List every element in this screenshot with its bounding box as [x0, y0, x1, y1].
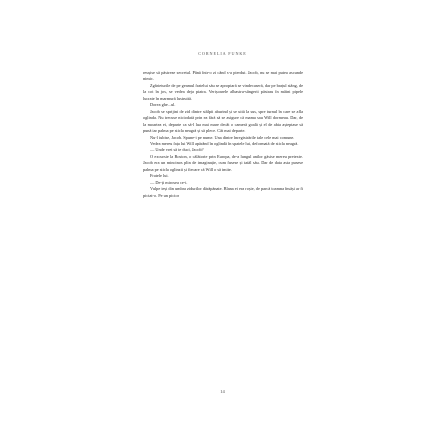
paragraph: O excursie la Boston, o călătorie prin Europa, de-a lungul anilor găsise mereu pretexte. Jacob era un mincinos plin de imaginație, cum fusese și tatăl său. Dar de data asta pusese palma pe sticla oglinzii și fiecare că Will o să imite.	[143, 153, 303, 172]
dialogue-line: — De-ți mirosea ce-i.	[150, 179, 188, 185]
paragraph: Jacob se sprijini de zid dintre stâlpii aburind și se uită la sus, spre turnul în care se afla oglinda. Nu trecuse niciodată prin ea fără să se asigure că mama sau Will dormeau. Dar, de la moartea ei, departe ca să-l lua mai mare decât o cameră goală și el de abia așteptase să pună iar palma pe sticla neagră și să plece. Cât mai departe.	[143, 108, 303, 134]
paragraph: Vulpe ieși din umbra zidurilor dărăpănate. Blana ei era roșie, de parcă toamna însăși ar fi pictat-o. Pe un picior	[143, 186, 303, 198]
dialogue-line: — Unde vrei să te duci, Jacob?	[150, 147, 204, 153]
paragraph: Zgârieturile de pe geamul fratelui său se apropiară se vindecaseră, dar pe brațul stâng, de la cot în jos, se vedea deja piatra. Verișoarele albastru-sângerii păstrau în mâini pipele lucrate în marmură lustruită.	[143, 82, 303, 101]
body-text	[143, 70, 303, 199]
page-number: 14	[220, 389, 225, 394]
running-head: CORNELIA FUNKE	[198, 51, 247, 56]
paragraph: reușise să păstreze secretul. Până într-o zi când s-a pierdut. Jacob, nu se mai putea ascunde nimic.	[143, 70, 303, 82]
paragraph: Vedea mereu fața lui Will apărând în oglindă în spatele lui, deformată de sticla neagră.	[150, 140, 299, 146]
paragraph: Dorea ghe...ul.	[150, 102, 176, 108]
paragraph: Nu-l iubise, Jacob. Spune-i pe nume. Una dintre înregistrările tale cele mai comune.	[150, 134, 295, 140]
paragraph: Fratele lui.	[150, 173, 169, 179]
